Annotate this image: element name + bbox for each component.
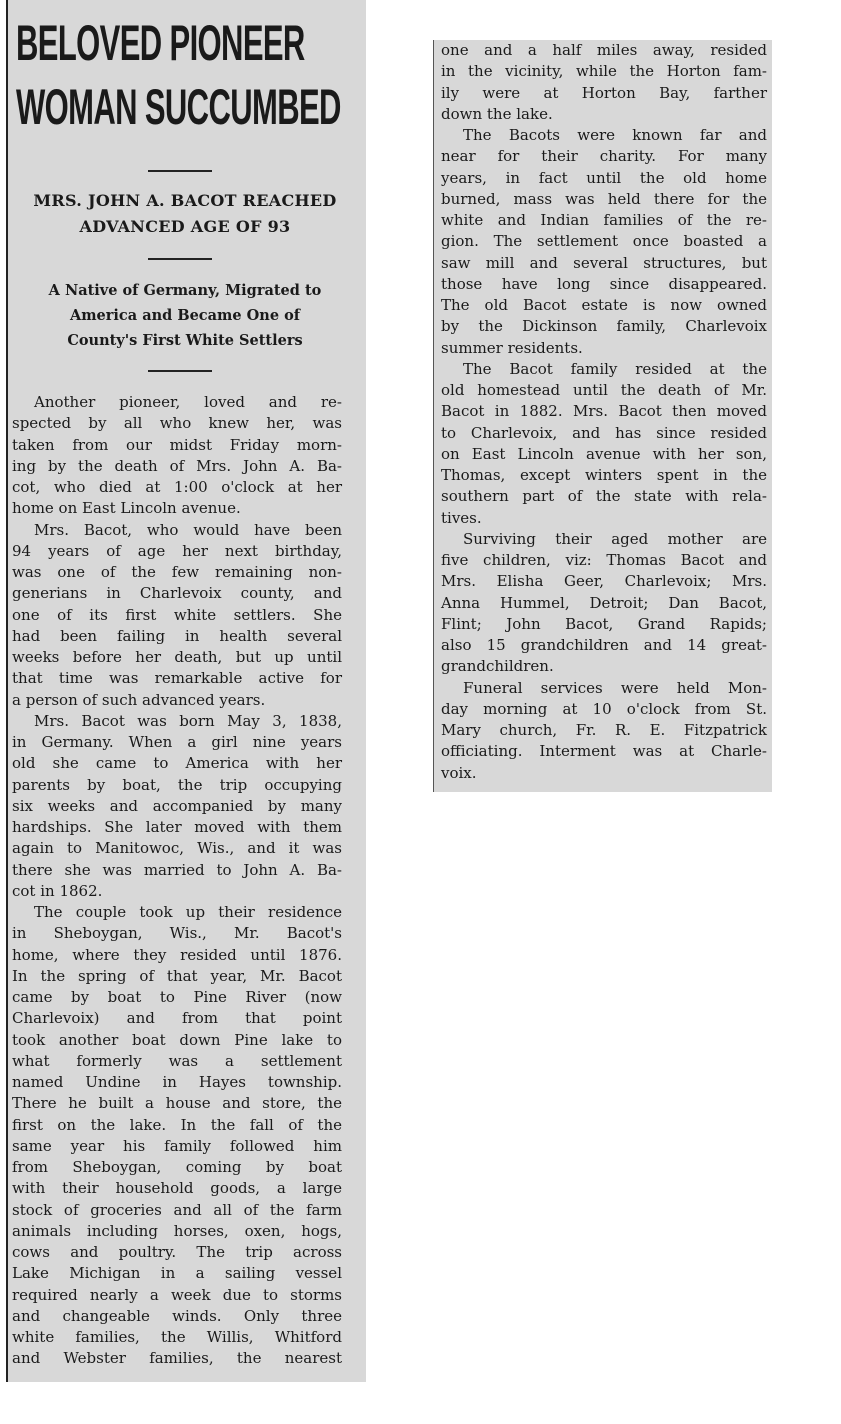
body-text-line: The couple took up their residence xyxy=(34,903,342,921)
body-text-line: came by boat to Pine River (now xyxy=(12,988,342,1006)
body-text-line: grandchildren. xyxy=(441,657,554,676)
body-text-line: Anna Hummel, Detroit; Dan Bacot, xyxy=(441,593,767,612)
body-text-line: parents by boat, the trip occupying xyxy=(12,775,342,794)
body-text-line: Lake Michigan in a sailing vessel xyxy=(12,1264,342,1283)
body-text-line: that time was remarkable active for xyxy=(12,669,342,688)
body-text-line: Mary church, Fr. R. E. Fitzpatrick xyxy=(441,721,767,739)
body-text-line: Thomas, except winters spent in the xyxy=(441,466,767,484)
body-text-line: home, where they resided until 1876. xyxy=(12,945,342,964)
body-text-line: hardships. She later moved with them xyxy=(12,818,342,836)
body-text-line: gion. The settlement once boasted a xyxy=(441,232,767,251)
headline-line-1: BELOVED PIONEER xyxy=(16,15,305,71)
body-text-line: 94 years of age her next birthday, xyxy=(12,541,342,560)
body-text-line: one and a half miles away, resided xyxy=(441,41,767,59)
body-text-line: was one of the few remaining non- xyxy=(12,563,342,581)
article-body-right xyxy=(441,40,767,784)
body-text-line: also 15 grandchildren and 14 great- xyxy=(441,636,767,654)
body-text-line: named Undine in Hayes township. xyxy=(12,1073,342,1091)
deck-line: County's First White Settlers xyxy=(67,332,303,349)
body-text-line: by the Dickinson family, Charlevoix xyxy=(441,317,767,336)
body-text-line: Mrs. Elisha Geer, Charlevoix; Mrs. xyxy=(441,572,767,591)
body-text-line: first on the lake. In the fall of the xyxy=(12,1115,342,1134)
body-text-line: Funeral services were held Mon- xyxy=(463,678,767,697)
body-text-line: weeks before her death, but up until xyxy=(12,648,342,666)
body-text-line: ily were at Horton Bay, farther xyxy=(441,83,767,102)
body-text-line: Another pioneer, loved and re- xyxy=(34,393,342,411)
body-text-line: a person of such advanced years. xyxy=(12,690,266,709)
body-text-line: generians in Charlevoix county, and xyxy=(12,584,342,603)
body-text-line: taken from our midst Friday morn- xyxy=(12,435,342,454)
body-text-line: in Sheboygan, Wis., Mr. Bacot's xyxy=(12,924,342,943)
body-text-line: on East Lincoln avenue with her son, xyxy=(441,444,767,463)
body-text-line: from Sheboygan, coming by boat xyxy=(12,1158,342,1176)
body-text-line: old she came to America with her xyxy=(12,754,342,773)
body-text-line: took another boat down Pine lake to xyxy=(12,1030,342,1049)
body-text-line: home on East Lincoln avenue. xyxy=(12,499,241,518)
body-text-line: day morning at 10 o'clock from St. xyxy=(441,699,767,718)
body-text-line: stock of groceries and all of the farm xyxy=(12,1200,342,1219)
deck-line: A Native of Germany, Migrated to xyxy=(48,282,322,299)
body-text-line: in Germany. When a girl nine years xyxy=(12,733,342,751)
body-text-line: Mrs. Bacot was born May 3, 1838, xyxy=(34,711,342,730)
subheadline-line: ADVANCED AGE OF 93 xyxy=(79,217,291,236)
body-text-line: cot in 1862. xyxy=(12,881,103,900)
body-text-line: six weeks and accompanied by many xyxy=(12,796,342,815)
body-text-line: voix. xyxy=(441,763,477,782)
body-text-line: officiating. Interment was at Charle- xyxy=(441,742,767,761)
body-text-line: Surviving their aged mother are xyxy=(463,529,767,548)
body-text-line: tives. xyxy=(441,508,482,527)
body-text-line: old homestead until the death of Mr. xyxy=(441,381,767,399)
body-text-line: five children, viz: Thomas Bacot and xyxy=(441,551,767,569)
body-text-line: In the spring of that year, Mr. Bacot xyxy=(12,966,342,985)
body-text-line: saw mill and several structures, but xyxy=(441,253,767,272)
body-text-line: summer residents. xyxy=(441,338,583,357)
body-text-line: The Bacot family resided at the xyxy=(463,359,767,378)
body-text-line: ing by the death of Mrs. John A. Ba- xyxy=(12,456,342,475)
body-text-line: Mrs. Bacot, who would have been xyxy=(34,520,342,539)
body-text-line: had been failing in health several xyxy=(12,626,342,645)
body-text-line: and changeable winds. Only three xyxy=(12,1306,342,1325)
body-text-line: southern part of the state with rela- xyxy=(441,487,767,506)
body-text-line: one of its first white settlers. She xyxy=(12,605,342,624)
subheadline xyxy=(14,188,356,240)
body-text-line: down the lake. xyxy=(441,104,553,123)
body-text-line: animals including horses, oxen, hogs, xyxy=(12,1221,342,1240)
body-text-line: The old Bacot estate is now owned xyxy=(441,296,767,314)
subheadline-line: MRS. JOHN A. BACOT REACHED xyxy=(33,191,337,210)
body-text-line: There he built a house and store, the xyxy=(12,1094,342,1113)
deck-line: America and Became One of xyxy=(69,307,301,324)
body-text-line: same year his family followed him xyxy=(12,1136,342,1155)
divider-rule xyxy=(148,258,212,260)
body-text-line: those have long since disappeared. xyxy=(441,274,767,293)
body-text-line: there she was married to John A. Ba- xyxy=(12,860,342,879)
headline-line-2: WOMAN SUCCUMBED xyxy=(16,79,341,135)
body-text-line: Charlevoix) and from that point xyxy=(12,1009,342,1028)
body-text-line: required nearly a week due to storms xyxy=(12,1285,342,1304)
body-text-line: cot, who died at 1:00 o'clock at her xyxy=(12,478,342,496)
body-text-line: burned, mass was held there for the xyxy=(441,189,767,208)
body-text-line: cows and poultry. The trip across xyxy=(12,1243,342,1261)
body-text-line: spected by all who knew her, was xyxy=(12,414,342,433)
body-text-line: white and Indian families of the re- xyxy=(441,211,767,229)
body-text-line: with their household goods, a large xyxy=(12,1179,342,1198)
body-text-line: Flint; John Bacot, Grand Rapids; xyxy=(441,614,767,633)
body-text-line: again to Manitowoc, Wis., and it was xyxy=(12,839,342,858)
secondary-deck xyxy=(14,278,356,353)
body-text-line: and Webster families, the nearest xyxy=(12,1349,342,1368)
divider-rule xyxy=(148,170,212,172)
body-text-line: Bacot in 1882. Mrs. Bacot then moved xyxy=(441,402,767,421)
body-text-line: years, in fact until the old home xyxy=(441,168,767,187)
body-text-line: near for their charity. For many xyxy=(441,147,767,166)
body-text-line: to Charlevoix, and has since resided xyxy=(441,423,767,442)
body-text-line: what formerly was a settlement xyxy=(12,1051,342,1070)
article-body-left xyxy=(12,392,342,1370)
body-text-line: in the vicinity, while the Horton fam- xyxy=(441,62,767,81)
body-text-line: white families, the Willis, Whitford xyxy=(12,1328,342,1346)
divider-rule xyxy=(148,370,212,372)
body-text-line: The Bacots were known far and xyxy=(463,126,767,144)
